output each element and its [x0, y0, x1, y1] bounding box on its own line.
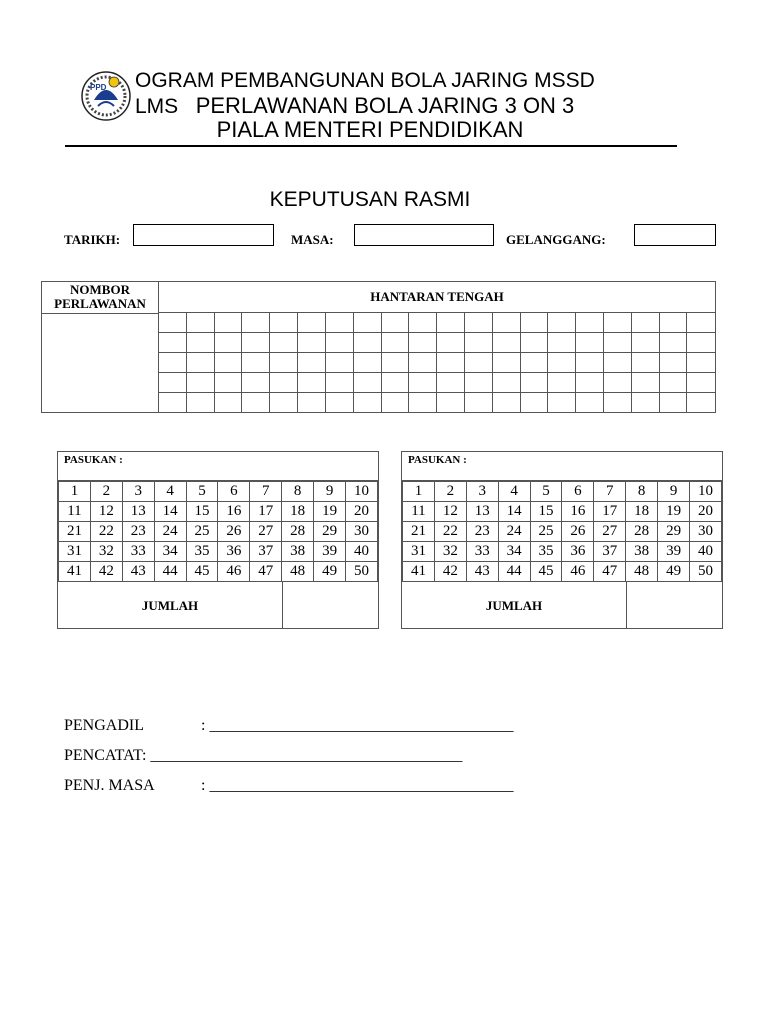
- score-number-cell[interactable]: 43: [122, 562, 154, 582]
- gelanggang-label: GELANGGANG:: [506, 232, 606, 247]
- score-number-cell[interactable]: 48: [282, 562, 314, 582]
- score-number-cell[interactable]: 28: [626, 522, 658, 542]
- score-number-cell[interactable]: 19: [658, 502, 690, 522]
- score-number-cell[interactable]: 47: [250, 562, 282, 582]
- score-number-cell[interactable]: 14: [498, 502, 530, 522]
- pasukan-panel-right: [401, 451, 723, 629]
- score-number-cell[interactable]: 11: [403, 502, 435, 522]
- score-number-cell[interactable]: 38: [282, 542, 314, 562]
- score-number-cell[interactable]: 15: [186, 502, 218, 522]
- score-number-cell[interactable]: 18: [282, 502, 314, 522]
- score-number-cell[interactable]: 16: [218, 502, 250, 522]
- score-number-cell[interactable]: 35: [186, 542, 218, 562]
- score-number-cell[interactable]: 19: [314, 502, 346, 522]
- pengadil-label: PENGADIL: [64, 717, 144, 734]
- score-number-cell[interactable]: 20: [346, 502, 378, 522]
- score-number-cell[interactable]: 37: [594, 542, 626, 562]
- score-number-cell[interactable]: 46: [562, 562, 594, 582]
- jumlah-row: [402, 582, 722, 628]
- score-number-cell[interactable]: 41: [59, 562, 91, 582]
- score-number-cell[interactable]: 34: [498, 542, 530, 562]
- score-number-cell[interactable]: 37: [250, 542, 282, 562]
- score-number-cell[interactable]: 27: [594, 522, 626, 542]
- score-number-cell[interactable]: 16: [562, 502, 594, 522]
- score-row: [59, 522, 378, 542]
- score-number-cell[interactable]: 1: [403, 482, 435, 502]
- hantaran-tengah-header: HANTARAN TENGAH: [159, 282, 716, 313]
- score-number-cell[interactable]: 25: [186, 522, 218, 542]
- score-number-cell[interactable]: 40: [346, 542, 378, 562]
- penj-masa-label: PENJ. MASA: [64, 777, 155, 794]
- score-number-cell[interactable]: 5: [186, 482, 218, 502]
- score-grid: [58, 481, 378, 582]
- score-number-cell[interactable]: 41: [403, 562, 435, 582]
- header-rule: [65, 145, 677, 147]
- score-number-cell[interactable]: 48: [626, 562, 658, 582]
- score-number-cell[interactable]: 28: [282, 522, 314, 542]
- score-number-cell[interactable]: 39: [314, 542, 346, 562]
- score-number-cell[interactable]: 39: [658, 542, 690, 562]
- score-number-cell[interactable]: 22: [90, 522, 122, 542]
- score-number-cell[interactable]: 2: [434, 482, 466, 502]
- score-number-cell[interactable]: 36: [562, 542, 594, 562]
- jumlah-label: JUMLAH: [141, 598, 199, 613]
- score-number-cell[interactable]: 33: [122, 542, 154, 562]
- score-row: [403, 522, 722, 542]
- score-number-cell[interactable]: 45: [530, 562, 562, 582]
- score-number-cell[interactable]: 33: [466, 542, 498, 562]
- score-row: [403, 542, 722, 562]
- score-number-cell[interactable]: 17: [594, 502, 626, 522]
- score-number-cell[interactable]: 18: [626, 502, 658, 522]
- score-number-cell[interactable]: 20: [690, 502, 722, 522]
- score-number-cell[interactable]: 3: [122, 482, 154, 502]
- pencatat-signature-line[interactable]: : _______________________________________: [141, 747, 463, 764]
- score-number-cell[interactable]: 50: [690, 562, 722, 582]
- tarikh-label: TARIKH:: [64, 232, 121, 247]
- pencatat-line: [64, 747, 462, 765]
- score-number-cell[interactable]: 10: [690, 482, 722, 502]
- score-number-cell[interactable]: 25: [530, 522, 562, 542]
- score-number-cell[interactable]: 49: [314, 562, 346, 582]
- score-number-cell[interactable]: 1: [59, 482, 91, 502]
- jumlah-label: JUMLAH: [485, 598, 543, 613]
- score-row: [59, 502, 378, 522]
- score-number-cell[interactable]: 13: [466, 502, 498, 522]
- score-number-cell[interactable]: 32: [434, 542, 466, 562]
- pengadil-signature-line[interactable]: : ______________________________________: [201, 717, 514, 734]
- svg-text:PPD: PPD: [90, 83, 107, 92]
- jumlah-row: [58, 582, 378, 628]
- score-number-cell[interactable]: 24: [154, 522, 186, 542]
- header-line-1: OGRAM PEMBANGUNAN BOLA JARING MSSD LMS: [135, 69, 595, 118]
- nombor-perlawanan-label: NOMBOR PERLAWANAN: [42, 282, 158, 314]
- score-row: [403, 502, 722, 522]
- score-row: [59, 482, 378, 502]
- score-number-cell[interactable]: 21: [403, 522, 435, 542]
- nombor-perlawanan-cell: [42, 282, 159, 413]
- score-number-cell[interactable]: 7: [250, 482, 282, 502]
- penj-masa-line: [64, 777, 513, 795]
- score-number-cell[interactable]: 34: [154, 542, 186, 562]
- score-number-cell[interactable]: 12: [434, 502, 466, 522]
- score-number-cell[interactable]: 49: [658, 562, 690, 582]
- score-number-cell[interactable]: 8: [282, 482, 314, 502]
- pasukan-label: PASUKAN :: [64, 454, 123, 466]
- score-number-cell[interactable]: 46: [218, 562, 250, 582]
- tarikh-input-box[interactable]: [133, 224, 274, 246]
- score-number-cell[interactable]: 7: [594, 482, 626, 502]
- pasukan-label: PASUKAN :: [408, 454, 467, 466]
- score-number-cell[interactable]: 10: [346, 482, 378, 502]
- score-number-cell[interactable]: 22: [434, 522, 466, 542]
- score-number-cell[interactable]: 38: [626, 542, 658, 562]
- score-number-cell[interactable]: 9: [314, 482, 346, 502]
- score-number-cell[interactable]: 21: [59, 522, 91, 542]
- score-row: [59, 562, 378, 582]
- score-number-cell[interactable]: 50: [346, 562, 378, 582]
- score-number-cell[interactable]: 24: [498, 522, 530, 542]
- score-number-cell[interactable]: 42: [90, 562, 122, 582]
- score-number-cell[interactable]: 40: [690, 542, 722, 562]
- score-row: [59, 542, 378, 562]
- score-number-cell[interactable]: 8: [626, 482, 658, 502]
- masa-input-box[interactable]: [354, 224, 494, 246]
- score-row: [403, 482, 722, 502]
- score-number-cell[interactable]: 6: [562, 482, 594, 502]
- document-title: KEPUTUSAN RASMI: [269, 188, 471, 211]
- score-number-cell[interactable]: 44: [154, 562, 186, 582]
- score-number-cell[interactable]: 29: [314, 522, 346, 542]
- score-number-cell[interactable]: 17: [250, 502, 282, 522]
- penj-masa-signature-line[interactable]: : ______________________________________: [201, 777, 514, 794]
- score-row: [403, 562, 722, 582]
- score-number-cell[interactable]: 6: [218, 482, 250, 502]
- score-number-cell[interactable]: 13: [122, 502, 154, 522]
- score-number-cell[interactable]: 27: [250, 522, 282, 542]
- header-line-3: PIALA MENTERI PENDIDIKAN: [216, 117, 524, 142]
- score-number-cell[interactable]: 30: [346, 522, 378, 542]
- header-line-2: PERLAWANAN BOLA JARING 3 ON 3: [195, 93, 575, 118]
- score-number-cell[interactable]: 3: [466, 482, 498, 502]
- score-number-cell[interactable]: 31: [59, 542, 91, 562]
- score-number-cell[interactable]: 4: [154, 482, 186, 502]
- score-number-cell[interactable]: 32: [90, 542, 122, 562]
- score-number-cell[interactable]: 12: [90, 502, 122, 522]
- score-number-cell[interactable]: 31: [403, 542, 435, 562]
- score-number-cell[interactable]: 36: [218, 542, 250, 562]
- score-number-cell[interactable]: 4: [498, 482, 530, 502]
- score-number-cell[interactable]: 47: [594, 562, 626, 582]
- score-number-cell[interactable]: 44: [498, 562, 530, 582]
- score-number-cell[interactable]: 43: [466, 562, 498, 582]
- score-number-cell[interactable]: 35: [530, 542, 562, 562]
- score-number-cell[interactable]: 42: [434, 562, 466, 582]
- score-number-cell[interactable]: 2: [90, 482, 122, 502]
- score-number-cell[interactable]: 26: [218, 522, 250, 542]
- score-number-cell[interactable]: 15: [530, 502, 562, 522]
- masa-label: MASA:: [291, 232, 334, 247]
- score-grid: [402, 481, 722, 582]
- pencatat-label: PENCATAT: [64, 747, 142, 764]
- hantaran-tengah-table: [41, 281, 716, 413]
- score-number-cell[interactable]: 14: [154, 502, 186, 522]
- score-number-cell[interactable]: 5: [530, 482, 562, 502]
- pasukan-panel-left: [57, 451, 379, 629]
- score-number-cell[interactable]: 23: [466, 522, 498, 542]
- score-number-cell[interactable]: 9: [658, 482, 690, 502]
- pengadil-line: [64, 717, 513, 735]
- score-number-cell[interactable]: 26: [562, 522, 594, 542]
- pasukan-header: [58, 452, 378, 481]
- score-number-cell[interactable]: 29: [658, 522, 690, 542]
- jumlah-cell: [58, 582, 283, 628]
- score-number-cell[interactable]: 11: [59, 502, 91, 522]
- score-number-cell[interactable]: 45: [186, 562, 218, 582]
- jumlah-cell: [402, 582, 627, 628]
- score-number-cell[interactable]: 23: [122, 522, 154, 542]
- gelanggang-input-box[interactable]: [634, 224, 716, 246]
- pasukan-header: [402, 452, 722, 481]
- score-number-cell[interactable]: 30: [690, 522, 722, 542]
